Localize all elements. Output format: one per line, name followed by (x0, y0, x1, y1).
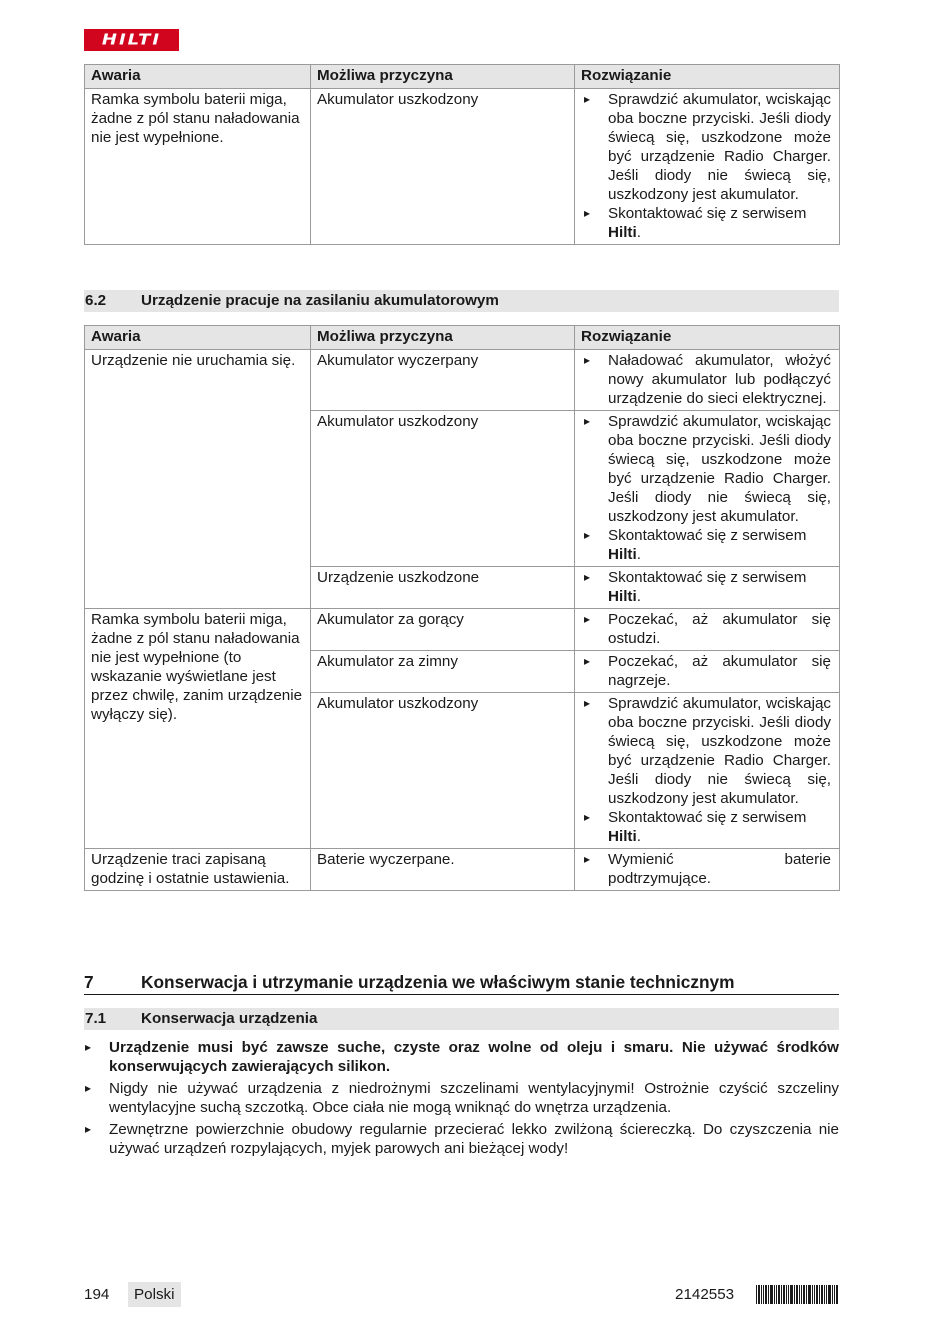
list-item: ▸ Nigdy nie używać urządzenia z niedrożnymi szczelinami wentylacyjnymi! Ostrożnie czyścić szczeliny wentylacyjne suchą szczotką. Obce ciała nie mogą wniknąć do wnętrza urządzenia. (84, 1079, 839, 1117)
cause-cell: Akumulator uszkodzony (311, 411, 575, 567)
maintenance-list (84, 1038, 839, 1161)
solution-step: ▸ Poczekać, aż akumulator się nagrzeje. (581, 652, 831, 690)
fault-cell: Ramka symbolu baterii miga, żadne z pól stanu naładowania nie jest wypełnione. (85, 89, 311, 245)
table-row (85, 350, 840, 411)
section-heading-6-2: 6.2 Urządzenie pracuje na zasilaniu akumulatorowym (84, 290, 839, 312)
list-item: ▸ Urządzenie musi być zawsze suche, czyste oraz wolne od oleju i smaru. Nie używać środków konserwujących zawierających silikon. (84, 1038, 839, 1076)
solution-cell (575, 411, 840, 567)
cause-cell: Akumulator za zimny (311, 651, 575, 693)
solution-cell (575, 89, 840, 245)
solution-step: ▸ Wymienić baterie podtrzymujące. (581, 850, 831, 888)
col-cause: Możliwa przyczyna (311, 65, 575, 89)
section-heading-7-1: 7.1 Konserwacja urządzenia (84, 1008, 839, 1030)
cause-cell: Akumulator wyczerpany (311, 350, 575, 411)
document-code: 2142553 (675, 1286, 735, 1303)
fault-cell: Ramka symbolu baterii miga, żadne z pól stanu naładowania nie jest wypełnione (to wskazanie wyświetlane jest przez chwilę, zanim urządzenie wyłączy się). (85, 609, 311, 849)
solution-step: ▸ Sprawdzić akumulator, wciskając oba boczne przyciski. Jeśli diody świecą się, uszkodzone może być urządzenie Radio Charger. Jeśli diody nie świecą się, uszkodzony jest akumulator. (581, 90, 831, 204)
language-label: Polski (128, 1282, 181, 1307)
page-number: 194 (84, 1286, 110, 1303)
col-fault: Awaria (85, 326, 311, 350)
cause-cell: Akumulator uszkodzony (311, 693, 575, 849)
troubleshooting-table-1 (84, 64, 840, 245)
solution-cell (575, 651, 840, 693)
solution-step: ▸ Sprawdzić akumulator, wciskając oba boczne przyciski. Jeśli diody świecą się, uszkodzone może być urządzenie Radio Charger. Jeśli diody nie świecą się, uszkodzony jest akumulator. (581, 694, 831, 808)
table-row (85, 609, 840, 651)
solution-cell (575, 693, 840, 849)
table-row (85, 849, 840, 891)
solution-step: ▸ Skontaktować się z serwisem Hilti. (581, 526, 831, 564)
cause-cell: Akumulator za gorący (311, 609, 575, 651)
list-item: ▸ Zewnętrzne powierzchnie obudowy regularnie przecierać lekko zwilżoną ściereczką. Do czyszczenia nie używać urządzeń rozpylających, myjek parowych ani bieżącej wody! (84, 1120, 839, 1158)
cause-cell: Urządzenie uszkodzone (311, 567, 575, 609)
cause-cell: Baterie wyczerpane. (311, 849, 575, 891)
fault-cell: Urządzenie traci zapisaną godzinę i ostatnie ustawienia. (85, 849, 311, 891)
col-fault: Awaria (85, 65, 311, 89)
fault-cell: Urządzenie nie uruchamia się. (85, 350, 311, 609)
solution-cell (575, 350, 840, 411)
col-solution: Rozwiązanie (575, 65, 840, 89)
troubleshooting-table-2 (84, 325, 840, 891)
section-heading-7: 7 Konserwacja i utrzymanie urządzenia we właściwym stanie technicznym (84, 970, 839, 995)
table-row (85, 89, 840, 245)
solution-cell (575, 609, 840, 651)
solution-step: ▸ Sprawdzić akumulator, wciskając oba boczne przyciski. Jeśli diody świecą się, uszkodzone może być urządzenie Radio Charger. Jeśli diody nie świecą się, uszkodzony jest akumulator. (581, 412, 831, 526)
solution-cell (575, 849, 840, 891)
solution-step: ▸ Skontaktować się z serwisem Hilti. (581, 808, 831, 846)
col-cause: Możliwa przyczyna (311, 326, 575, 350)
hilti-logo: HILTI (84, 29, 179, 51)
solution-step: ▸ Skontaktować się z serwisem Hilti. (581, 568, 831, 606)
solution-step: ▸ Poczekać, aż akumulator się ostudzi. (581, 610, 831, 648)
solution-step: ▸ Skontaktować się z serwisem Hilti. (581, 204, 831, 242)
solution-cell (575, 567, 840, 609)
col-solution: Rozwiązanie (575, 326, 840, 350)
barcode-icon (756, 1285, 838, 1304)
cause-cell: Akumulator uszkodzony (311, 89, 575, 245)
solution-step: ▸ Naładować akumulator, włożyć nowy akumulator lub podłączyć urządzenie do sieci elektrycznej. (581, 351, 831, 408)
